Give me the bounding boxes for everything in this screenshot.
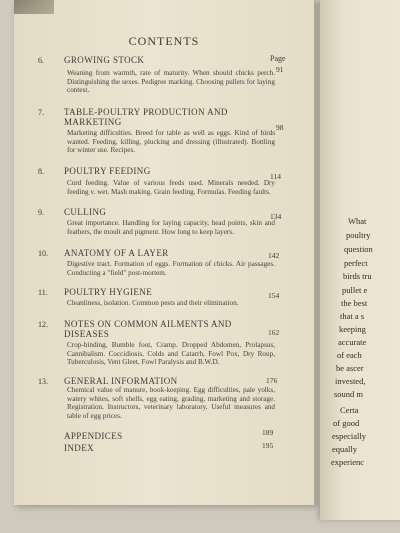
index-page: 195 (262, 441, 274, 450)
contents-page (14, 0, 315, 505)
toc-title: GENERAL INFORMATION (64, 376, 178, 386)
contents-title: CONTENTS (128, 34, 200, 48)
toc-title: GROWING STOCK (64, 55, 145, 65)
toc-description: Digestive tract. Formation of eggs. Formation of chicks. Air passages. Conducting a "field" post-mortem. (67, 260, 275, 277)
toc-number: 6. (38, 56, 44, 65)
body-text-line: accurate (338, 337, 367, 347)
page-column-header: Page (270, 54, 286, 63)
toc-title: NOTES ON COMMON AILMENTS AND DISEASES (64, 319, 232, 339)
toc-description: Crop-binding, Bumble foot, Cramp. Dropped Abdomen, Prolapsus, Cannibalism. Coccidiosis, Colds and Catarrh, Fowl Pox, Dry Roup, Tuberculosis, Vent Gleet, Fowl Paralysis and B.W.D. (67, 341, 275, 367)
toc-page-number: 114 (270, 172, 281, 181)
body-text-line: keeping (339, 324, 366, 334)
toc-number: 10. (38, 249, 48, 258)
toc-description: Marketing difficulties. Breed for table as well as eggs. Kind of birds wanted. Feeding, killing, plucking and dressing (illustrated). Bottling for winter use. Recipes. (67, 129, 275, 155)
body-text-line: birds tru (343, 271, 372, 281)
body-text-line: question (344, 244, 373, 254)
toc-page-number: 162 (268, 328, 280, 337)
toc-title: CULLING (64, 207, 107, 217)
body-text-line: the best (341, 298, 368, 308)
toc-title: POULTRY HYGIENE (64, 287, 153, 297)
toc-title: POULTRY FEEDING (64, 166, 151, 176)
toc-page-number: 91 (276, 65, 284, 74)
body-text-line: invested, (335, 376, 366, 386)
toc-number: 13. (38, 377, 48, 386)
toc-title: ANATOMY OF A LAYER (64, 248, 169, 258)
body-text-line: poultry (346, 230, 371, 240)
body-text-line: What (348, 216, 367, 226)
toc-description: Curd feeding. Value of various feeds used. Minerals needed. Dry feeding v. wet. Mash making. Grain feeding. Formulas. Feeding faults. (67, 179, 275, 196)
body-text-line: be ascer (336, 363, 364, 373)
body-text-line: that a s (340, 311, 365, 321)
body-text-line: sound m (334, 389, 364, 399)
body-text-line: Certa (340, 405, 359, 415)
toc-title: TABLE-POULTRY PRODUCTION AND MARKETING (64, 107, 228, 127)
body-text-line: equally (332, 444, 358, 454)
toc-number: 8. (38, 167, 44, 176)
toc-number: 11. (38, 288, 48, 297)
appendices-label: APPENDICES (64, 431, 123, 441)
body-text-line: especially (332, 431, 366, 441)
body-text-line: of each (337, 350, 362, 360)
toc-page-number: 176 (266, 376, 278, 385)
toc-number: 9. (38, 208, 44, 217)
toc-page-number: 98 (276, 123, 284, 132)
toc-description: Great importance. Handling for laying capacity, head points, skin and feathers, the moult and pigment. How long to keep layers. (67, 219, 275, 236)
toc-page-number: 142 (268, 251, 280, 260)
index-label: INDEX (64, 443, 94, 453)
toc-description: Weaning from warmth, rate of maturity. When should chicks perch. Distinguishing the sexes. Pedigree marking. Choosing pullets for laying contest. (67, 69, 275, 95)
toc-description: Cleanliness, isolation. Common pests and their elimination. (67, 299, 239, 307)
toc-description: Chemical value of manure, book-keeping. Egg difficulties, pale yolks, watery whites, soft shells, egg eating, grading, marketing and storage. Registration. Instructors, veterinary laboratory. Useful measures and table of egg prices. (67, 386, 275, 420)
body-text-line: experienc (331, 457, 365, 467)
body-text-line: perfect (344, 258, 368, 268)
toc-number: 12. (38, 320, 48, 329)
toc-number: 7. (38, 108, 44, 117)
toc-page-number: 154 (268, 291, 280, 300)
body-text-line: pullet e (342, 285, 368, 295)
page-corner-fold (14, 0, 54, 14)
toc-page-number: 134 (270, 212, 282, 221)
appendices-page: 189 (262, 428, 274, 437)
facing-page (320, 0, 400, 520)
body-text-line: of good (333, 418, 360, 428)
